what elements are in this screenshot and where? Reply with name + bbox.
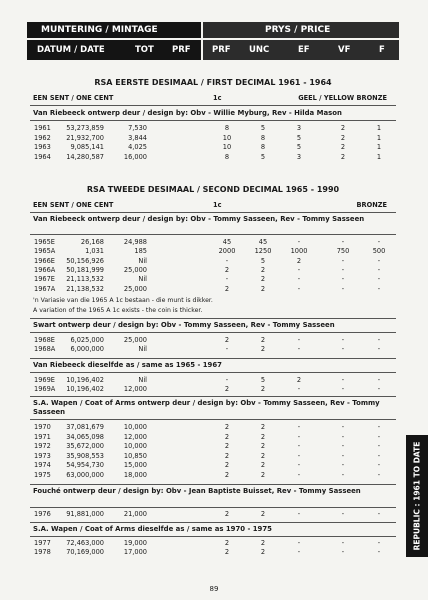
price-ef-cell: 3	[296, 124, 302, 132]
mintage-total-cell: 63,000,000	[66, 471, 104, 479]
table-row	[34, 345, 394, 354]
price-f-cell: -	[377, 548, 381, 557]
denomination-value: 1c	[213, 94, 222, 102]
price-ef-cell: -	[297, 539, 301, 547]
mintage-proof-cell: 10,000	[123, 442, 147, 451]
price-vf-cell: 2	[340, 152, 346, 161]
mintage-proof-cell: 10,850	[123, 451, 147, 460]
price-unc-cell: 5	[260, 124, 266, 132]
year-cell: 1974	[34, 461, 51, 470]
mintage-proof-cell: Nil	[138, 345, 147, 354]
mintage-total-cell: 50,156,926	[66, 256, 104, 265]
section-title-first-decimal: RSA EERSTE DESIMAAL / FIRST DECIMAL 1961 - 1964	[94, 78, 332, 87]
mintage-total-cell: 21,138,532	[66, 284, 104, 293]
price-vf-cell: -	[341, 432, 345, 441]
table-row	[34, 539, 394, 548]
section-title-second-decimal: RSA TWEEDE DESIMAAL / SECOND DECIMAL 1965 - 1990	[86, 185, 340, 194]
year-cell: 1965A	[34, 247, 56, 256]
price-prf-cell: 2	[224, 265, 230, 274]
year-cell: 1971	[34, 432, 51, 441]
price-ef-cell: 5	[296, 133, 302, 142]
price-f-cell: 1	[376, 143, 382, 152]
mintage-proof-cell: 24,988	[123, 238, 147, 246]
mintage-proof-cell: 7,530	[128, 124, 147, 132]
year-cell: 1966E	[34, 256, 55, 265]
price-f-cell: -	[377, 238, 381, 246]
table-row	[34, 452, 394, 461]
year-cell: 1969A	[34, 385, 56, 394]
price-vf-cell: -	[341, 256, 345, 265]
price-unc-cell: 2	[260, 451, 266, 460]
price-unc-cell: 8	[260, 143, 266, 152]
mintage-total-cell: 6,025,000	[70, 336, 104, 344]
table-row	[34, 376, 394, 385]
table-row	[34, 385, 394, 394]
price-unc-cell: 2	[260, 510, 266, 518]
price-f-cell: -	[377, 432, 381, 441]
year-cell: 1967A	[34, 284, 56, 293]
year-cell: 1976	[34, 510, 51, 518]
price-f-cell: -	[377, 423, 381, 431]
price-prf-cell: 2	[224, 336, 230, 344]
table-row	[34, 423, 394, 432]
divider-rule	[30, 332, 396, 333]
divider-rule	[30, 484, 396, 485]
price-unc-cell: 45	[258, 238, 268, 246]
price-vf-cell: -	[341, 510, 345, 518]
price-prf-cell: -	[225, 345, 229, 354]
price-unc-cell: 2	[260, 345, 266, 354]
price-ef-cell: -	[297, 385, 301, 394]
divider-rule	[30, 507, 396, 508]
mintage-proof-cell: Nil	[138, 376, 147, 384]
table-row	[34, 247, 394, 256]
year-cell: 1978	[34, 548, 51, 557]
year-cell: 1966A	[34, 265, 56, 274]
denomination-value: 1c	[213, 201, 222, 209]
price-vf-cell: -	[341, 385, 345, 394]
price-prf-cell: 10	[222, 143, 232, 152]
price-unc-cell: 5	[260, 376, 266, 384]
table-row	[34, 238, 394, 247]
year-cell: 1963	[34, 143, 51, 152]
price-prf-cell: 2	[224, 548, 230, 557]
page-number: 89	[209, 585, 219, 593]
price-f-cell: -	[377, 265, 381, 274]
design-credit: Van Riebeeck ontwerp deur / design by: Obv - Willie Myburg, Rev - Hilda Mason	[33, 109, 342, 117]
price-f-cell: -	[377, 385, 381, 394]
price-f-cell: 1	[376, 124, 382, 132]
mintage-proof-cell: Nil	[138, 275, 147, 284]
price-prf-cell: 8	[224, 124, 230, 132]
price-unc-cell: 2	[260, 284, 266, 293]
table-row	[34, 134, 394, 143]
metal-label: GEEL / YELLOW BRONZE	[298, 94, 387, 102]
mintage-proof-cell: 10,000	[123, 423, 147, 431]
table-row	[34, 143, 394, 152]
mintage-total-cell: 21,932,700	[66, 133, 104, 142]
mintage-total-cell: 14,280,587	[66, 152, 104, 161]
mintage-total-cell: 91,881,000	[66, 510, 104, 518]
table-row	[34, 285, 394, 294]
divider-rule	[30, 234, 396, 235]
table-row	[34, 275, 394, 284]
year-cell: 1970	[34, 423, 51, 431]
col-date-header: DATUM / DATE	[37, 45, 105, 55]
side-tab	[406, 435, 428, 557]
price-ef-cell: -	[297, 442, 301, 451]
divider-rule	[30, 419, 396, 420]
price-ef-cell: -	[297, 284, 301, 293]
price-vf-cell: -	[341, 548, 345, 557]
divider-rule	[30, 372, 396, 373]
price-vf-cell: -	[341, 345, 345, 354]
year-cell: 1977	[34, 539, 51, 547]
divider-rule	[30, 105, 396, 106]
mintage-proof-cell: 21,000	[123, 510, 147, 518]
price-vf-cell: -	[341, 442, 345, 451]
year-cell: 1973	[34, 451, 51, 460]
price-ef-cell: -	[297, 461, 301, 470]
price-vf-cell: -	[341, 376, 345, 384]
mintage-proof-cell: 25,000	[123, 336, 147, 344]
mintage-proof-cell: 18,000	[123, 471, 147, 479]
mintage-total-cell: 35,672,000	[66, 442, 104, 451]
price-ef-cell: -	[297, 471, 301, 479]
price-prf-cell: 45	[222, 238, 232, 246]
price-f-cell: -	[377, 539, 381, 547]
divider-rule	[30, 396, 396, 397]
year-cell: 1968A	[34, 345, 56, 354]
price-unc-cell: 2	[260, 275, 266, 284]
mintage-total-cell: 10,196,402	[66, 376, 104, 384]
mintage-proof-cell: 15,000	[123, 461, 147, 470]
mintage-proof-cell: 25,000	[123, 284, 147, 293]
price-prf-cell: 2	[224, 385, 230, 394]
table-row	[34, 433, 394, 442]
price-unc-cell: 2	[260, 432, 266, 441]
price-vf-cell: -	[341, 238, 345, 246]
price-unc-cell: 2	[260, 539, 266, 547]
price-f-cell: -	[377, 345, 381, 354]
price-ef-cell: 5	[296, 143, 302, 152]
price-f-cell: 1	[376, 133, 382, 142]
price-ef-cell: -	[297, 345, 301, 354]
mintage-proof-cell: 17,000	[123, 548, 147, 557]
price-prf-cell: 2	[224, 284, 230, 293]
price-vf-cell: 2	[340, 124, 346, 132]
divider-rule	[30, 536, 396, 537]
price-prf-cell: -	[225, 256, 229, 265]
price-ef-cell: -	[297, 336, 301, 344]
mintage-total-cell: 21,113,532	[66, 275, 104, 284]
denomination-name: EEN SENT / ONE CENT	[33, 201, 114, 209]
table-row	[34, 266, 394, 275]
price-prf-cell: 2	[224, 471, 230, 479]
denomination-name: EEN SENT / ONE CENT	[33, 94, 114, 102]
table-row	[34, 510, 394, 519]
design-credit: Swart ontwerp deur / design by: Obv - Tommy Sasseen, Rev - Tommy Sasseen	[33, 321, 335, 329]
price-ef-cell: -	[297, 432, 301, 441]
mintage-total-cell: 35,908,553	[66, 451, 104, 460]
price-f-cell: -	[377, 256, 381, 265]
price-ef-cell: 1000	[290, 247, 308, 256]
year-cell: 1964	[34, 152, 51, 161]
price-vf-cell: -	[341, 265, 345, 274]
mintage-proof-cell: 25,000	[123, 265, 147, 274]
divider-rule	[30, 318, 396, 319]
mintage-total-cell: 34,065,098	[66, 432, 104, 441]
price-unc-cell: 5	[260, 152, 266, 161]
metal-label: BRONZE	[356, 201, 387, 209]
price-f-cell: -	[377, 510, 381, 518]
price-unc-cell: 2	[260, 336, 266, 344]
price-f-cell: -	[377, 442, 381, 451]
price-f-cell: -	[377, 284, 381, 293]
mintage-total-cell: 9,085,141	[70, 143, 104, 152]
price-f-cell: -	[377, 461, 381, 470]
price-f-cell: -	[377, 275, 381, 284]
price-prf-cell: 2	[224, 461, 230, 470]
table-row	[34, 336, 394, 345]
price-vf-cell: -	[341, 461, 345, 470]
mintage-proof-cell: 12,000	[123, 432, 147, 441]
design-credit: Van Riebeeck ontwerp deur / design by: Obv - Tommy Sasseen, Rev - Tommy Sasseen	[33, 215, 365, 223]
price-vf-cell: -	[341, 284, 345, 293]
price-f-cell: 1	[376, 152, 382, 161]
price-prf-cell: 2	[224, 423, 230, 431]
mintage-total-cell: 70,169,000	[66, 548, 104, 557]
mintage-proof-cell: 4,025	[128, 143, 147, 152]
price-unc-cell: 2	[260, 548, 266, 557]
col-f-header: F	[379, 45, 385, 55]
header-columns-bar	[27, 40, 399, 60]
mintage-total-cell: 54,954,730	[66, 461, 104, 470]
price-prf-cell: 10	[222, 133, 232, 142]
year-cell: 1969E	[34, 376, 55, 384]
price-f-cell: -	[377, 471, 381, 479]
price-unc-cell: 5	[260, 256, 266, 265]
price-vf-cell: 2	[340, 143, 346, 152]
price-ef-cell: -	[297, 510, 301, 518]
price-prf-cell: 2	[224, 442, 230, 451]
mintage-proof-cell: 16,000	[123, 152, 147, 161]
col-tot-header: TOT	[135, 45, 154, 55]
mintage-proof-cell: 19,000	[123, 539, 147, 547]
price-unc-cell: 1250	[254, 247, 272, 256]
price-f-cell: -	[377, 451, 381, 460]
price-prf-cell: -	[225, 275, 229, 284]
price-ef-cell: 3	[296, 152, 302, 161]
mintage-total-cell: 72,463,000	[66, 539, 104, 547]
denomination-line	[33, 94, 393, 104]
mintage-total-cell: 53,273,859	[66, 124, 104, 132]
price-ef-cell: -	[297, 238, 301, 246]
divider-rule	[30, 212, 396, 213]
col-unc-header: UNC	[249, 45, 270, 55]
price-ef-cell: -	[297, 548, 301, 557]
header-top-bar	[27, 22, 399, 38]
divider-rule	[30, 358, 396, 359]
price-prf-cell: 2	[224, 451, 230, 460]
price-f-cell: 500	[372, 247, 386, 256]
header-mintage-label: MUNTERING / MINTAGE	[41, 25, 158, 35]
year-cell: 1967E	[34, 275, 55, 284]
mintage-proof-cell: 185	[134, 247, 147, 256]
header-divider	[201, 40, 203, 60]
denomination-line	[33, 201, 393, 211]
table-row	[34, 124, 394, 133]
price-ef-cell: -	[297, 265, 301, 274]
price-vf-cell: -	[341, 336, 345, 344]
mintage-total-cell: 37,081,679	[66, 423, 104, 431]
price-unc-cell: 2	[260, 442, 266, 451]
divider-rule	[30, 522, 396, 523]
design-credit: Van Riebeeck dieselfde as / same as 1965 - 1967	[33, 361, 222, 369]
year-cell: 1968E	[34, 336, 55, 344]
year-cell: 1975	[34, 471, 51, 479]
table-row	[34, 461, 394, 470]
price-vf-cell: -	[341, 451, 345, 460]
year-cell: 1972	[34, 442, 51, 451]
price-unc-cell: 2	[260, 471, 266, 479]
mintage-total-cell: 6,000,000	[70, 345, 104, 354]
header-price-label: PRYS / PRICE	[265, 25, 331, 35]
mintage-total-cell: 50,181,999	[66, 265, 104, 274]
price-f-cell: -	[377, 376, 381, 384]
price-prf-cell: 2	[224, 432, 230, 441]
price-ef-cell: 2	[296, 256, 302, 265]
price-vf-cell: 2	[340, 133, 346, 142]
year-cell: 1965E	[34, 238, 55, 246]
variation-note-afrikaans: 'n Variasie van die 1965 A 1c bestaan - die munt is dikker.	[33, 297, 213, 304]
table-row	[34, 442, 394, 451]
table-row	[34, 548, 394, 557]
price-vf-cell: -	[341, 539, 345, 547]
price-vf-cell: -	[341, 471, 345, 479]
price-unc-cell: 2	[260, 385, 266, 394]
side-tab-label: REPUBLIC : 1961 TO DATE	[412, 441, 422, 551]
price-unc-cell: 8	[260, 133, 266, 142]
table-row	[34, 257, 394, 266]
mintage-proof-cell: 12,000	[123, 385, 147, 394]
price-prf-cell: 2	[224, 510, 230, 518]
year-cell: 1961	[34, 124, 51, 132]
design-credit: Fouché ontwerp deur / design by: Obv - Jean Baptiste Buisset, Rev - Tommy Sasseen	[33, 487, 361, 495]
col-ef-header: EF	[298, 45, 310, 55]
mintage-total-cell: 10,196,402	[66, 385, 104, 394]
col-vf-header: VF	[338, 45, 351, 55]
price-prf-cell: 8	[224, 152, 230, 161]
price-prf-cell: -	[225, 376, 229, 384]
design-credit: S.A. Wapen / Coat of Arms dieselfde as / same as 1970 - 1975	[33, 525, 272, 533]
price-unc-cell: 2	[260, 423, 266, 431]
price-ef-cell: 2	[296, 376, 302, 384]
variation-note-english: A variation of the 1965 A 1c exists - the coin is thicker.	[33, 307, 203, 314]
mintage-proof-cell: Nil	[138, 256, 147, 265]
col-prf-header: PRF	[172, 45, 191, 55]
price-ef-cell: -	[297, 423, 301, 431]
price-unc-cell: 2	[260, 265, 266, 274]
price-prf-cell: 2	[224, 539, 230, 547]
header-divider	[201, 22, 203, 38]
table-row	[34, 153, 394, 162]
price-prf-cell: 2000	[218, 247, 236, 256]
price-ef-cell: -	[297, 275, 301, 284]
table-row	[34, 471, 394, 480]
year-cell: 1962	[34, 133, 51, 142]
col-prf-price-header: PRF	[212, 45, 231, 55]
mintage-total-cell: 26,168	[80, 238, 104, 246]
price-unc-cell: 2	[260, 461, 266, 470]
price-vf-cell: -	[341, 275, 345, 284]
price-vf-cell: -	[341, 423, 345, 431]
price-f-cell: -	[377, 336, 381, 344]
mintage-proof-cell: 3,844	[128, 133, 147, 142]
design-credit: S.A. Wapen / Coat of Arms ontwerp deur / design by: Obv - Tommy Sasseen, Rev - Tommy Sasseen	[33, 399, 380, 416]
price-ef-cell: -	[297, 451, 301, 460]
divider-rule	[30, 120, 396, 121]
price-vf-cell: 750	[336, 247, 350, 256]
mintage-total-cell: 1,031	[85, 247, 104, 256]
